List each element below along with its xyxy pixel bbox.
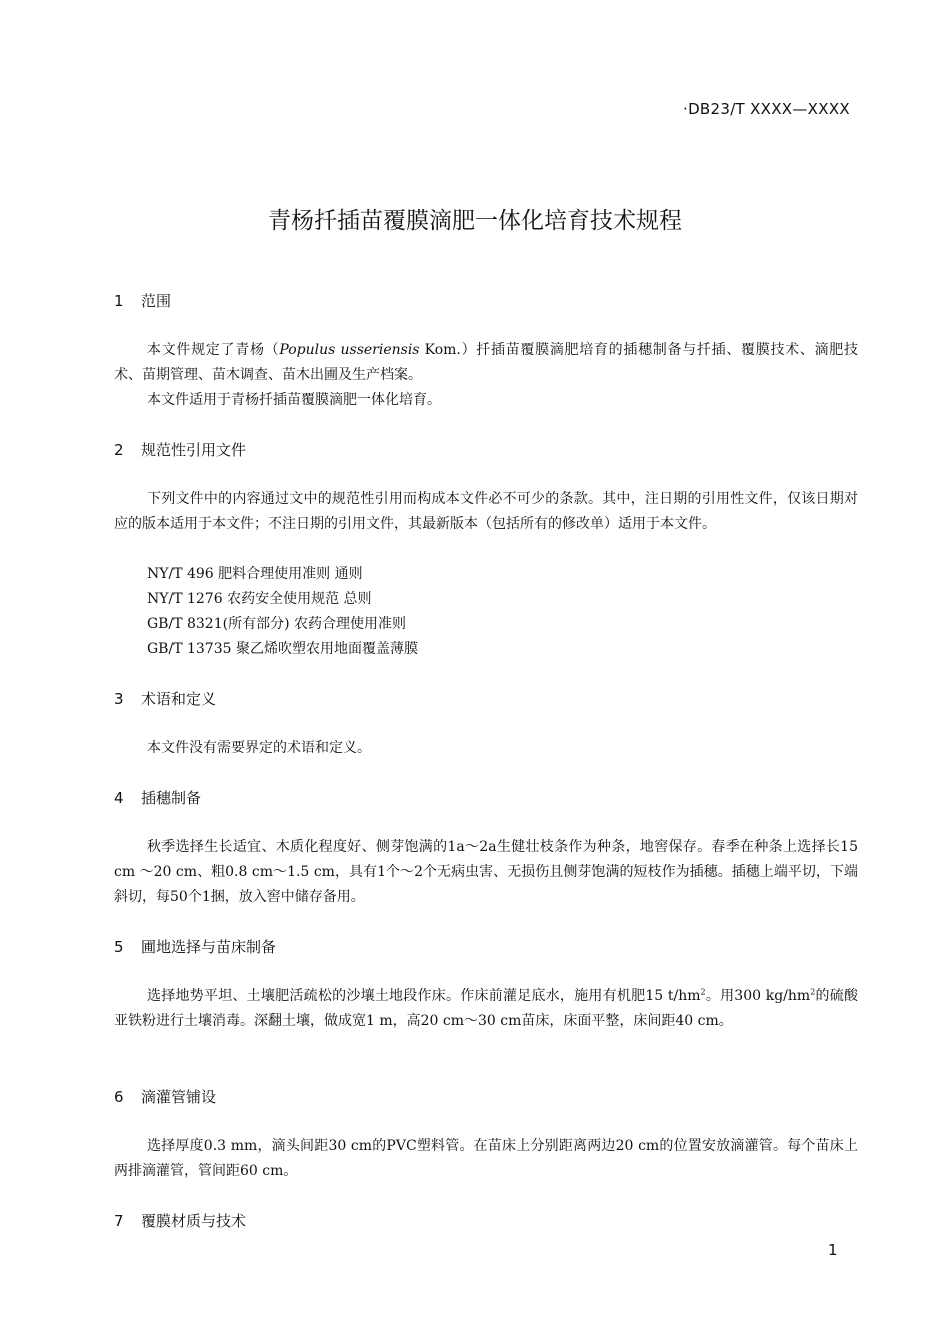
section-number: 6 <box>114 1088 124 1106</box>
section-title: 术语和定义 <box>141 690 217 708</box>
section-number: 1 <box>114 292 124 310</box>
section-4-paragraph-1: 秋季选择生长适宜、木质化程度好、侧芽饱满的1a～2a生健壮枝条作为种条，地窖保存。春季在种条上选择长15 cm ～20 cm、粗0.8 cm～1.5 cm，具有1个～2个无病虫害、无损伤且侧芽饱满的短枝作为插穗。插穗上端平切，下端斜切，每50个1捆，放入窖中储存备用。 <box>114 839 858 905</box>
section-1-heading <box>114 290 171 311</box>
text-run: 。用300 kg/hm <box>705 988 811 1004</box>
document-code: ·DB23/T XXXX—XXXX <box>683 100 850 118</box>
page-number: 1 <box>828 1241 838 1259</box>
section-1-paragraph-1 <box>114 338 858 388</box>
text-run: 选择地势平坦、土壤肥活疏松的沙壤土地段作床。作床前灌足底水，施用有机肥15 t/hm <box>147 988 701 1004</box>
section-title: 插穗制备 <box>141 789 202 807</box>
section-3-heading <box>114 688 216 709</box>
text-run: Kom.）扦插苗覆膜滴肥培育的插穗制备与扦插、覆膜技术、滴肥技术、苗期管理、苗木调查、苗木出圃及生产档案。 <box>114 342 859 383</box>
section-number: 3 <box>114 690 124 708</box>
section-number: 7 <box>114 1212 124 1230</box>
section-title: 范围 <box>141 292 172 310</box>
reference-item: GB/T 8321(所有部分) 农药合理使用准则 <box>147 616 406 632</box>
reference-item: GB/T 13735 聚乙烯吹塑农用地面覆盖薄膜 <box>147 641 418 657</box>
section-1-paragraph-2: 本文件适用于青杨扦插苗覆膜滴肥一体化培育。 <box>147 392 441 408</box>
section-5-heading <box>114 936 276 957</box>
section-7-heading <box>114 1210 246 1231</box>
text-run: 的硫酸亚铁粉进行土壤消毒。深翻土壤，做成宽1 m，高20 cm～30 cm苗床，床面平整，床间距40 cm。 <box>114 988 858 1029</box>
section-number: 4 <box>114 789 124 807</box>
section-4-heading <box>114 787 201 808</box>
latin-name: Populus usseriensis <box>279 342 420 358</box>
section-6-heading <box>114 1086 216 1107</box>
section-title: 滴灌管铺设 <box>141 1088 217 1106</box>
section-title: 规范性引用文件 <box>141 441 247 459</box>
section-2-paragraph-1: 下列文件中的内容通过文中的规范性引用而构成本文件必不可少的条款。其中，注日期的引用性文件，仅该日期对应的版本适用于本文件；不注日期的引用文件，其最新版本（包括所有的修改单）适用于本文件。 <box>114 491 858 532</box>
section-2-heading <box>114 439 246 460</box>
section-title: 覆膜材质与技术 <box>141 1212 247 1230</box>
section-title: 圃地选择与苗床制备 <box>141 938 277 956</box>
document-title: 青杨扦插苗覆膜滴肥一体化培育技术规程 <box>268 208 682 234</box>
section-6-paragraph-1: 选择厚度0.3 mm，滴头间距30 cm的PVC塑料管。在苗床上分别距离两边20 cm的位置安放滴灌管。每个苗床上两排滴灌管，管间距60 cm。 <box>114 1138 858 1179</box>
reference-item: NY/T 1276 农药安全使用规范 总则 <box>147 591 372 607</box>
text-run: 本文件规定了青杨（ <box>147 342 280 358</box>
superscript: 2 <box>810 987 816 997</box>
section-3-paragraph-1: 本文件没有需要界定的术语和定义。 <box>147 740 371 756</box>
section-5-paragraph-1 <box>114 984 858 1034</box>
reference-item: NY/T 496 肥料合理使用准则 通则 <box>147 566 363 582</box>
superscript: 2 <box>700 987 706 997</box>
section-number: 2 <box>114 441 124 459</box>
section-number: 5 <box>114 938 124 956</box>
